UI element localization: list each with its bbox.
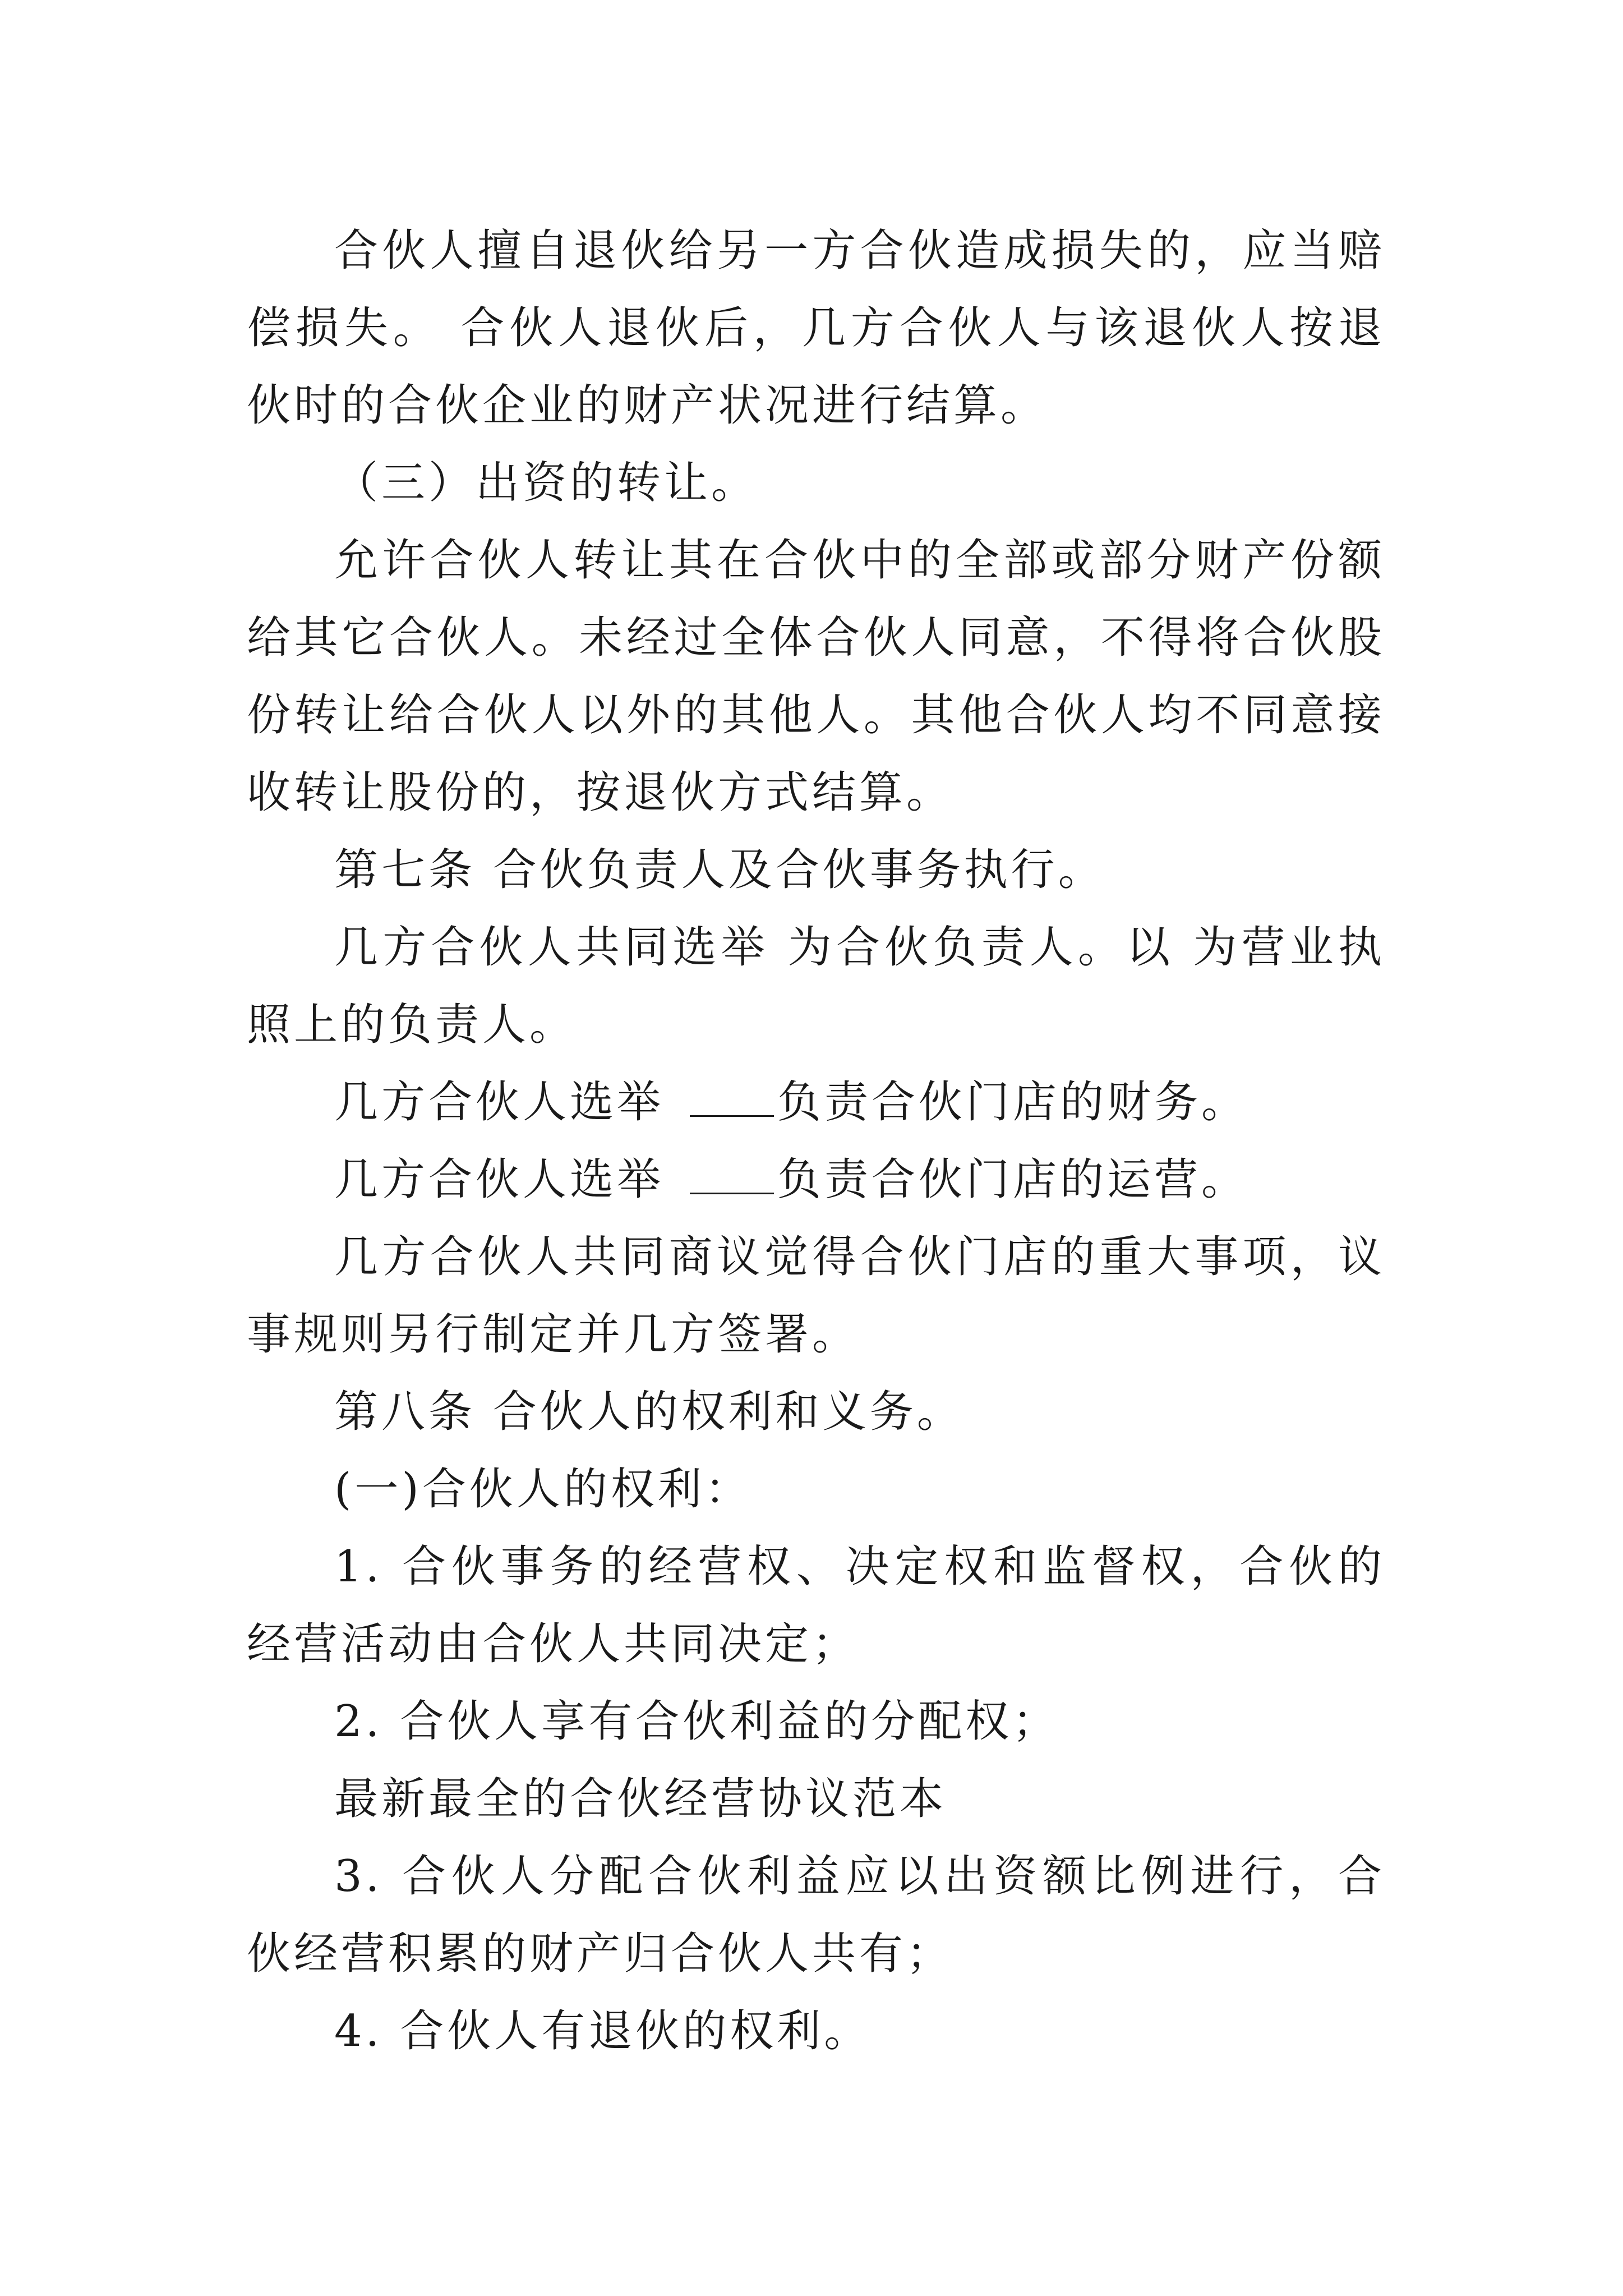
right-item-4: 4. 合伙人有退伙的权利。 xyxy=(334,2006,872,2056)
paragraph-elect-leader: 几方合伙人共同选举 为合伙负责人。以 为营业执照上的负责人。 xyxy=(247,922,1385,1050)
section-partner-rights: (一)合伙人的权利： xyxy=(334,1464,752,1515)
right-item-1: 1. 合伙事务的经营权、决定权和监督权，合伙的经营活动由合伙人共同决定； xyxy=(247,1542,1385,1669)
paragraph-elect-operation xyxy=(247,1141,1385,1218)
finance-suffix: 负责合伙门店的财务。 xyxy=(777,1077,1249,1128)
finance-prefix: 几方合伙人选举 xyxy=(334,1077,665,1128)
operation-prefix: 几方合伙人选举 xyxy=(334,1154,665,1205)
inserted-title-line: 最新最全的合伙经营协议范本 xyxy=(334,1774,947,1824)
paragraph-withdrawal-compensation: 合伙人擅自退伙给另一方合伙造成损失的，应当赔偿损失。 合伙人退伙后，几方合伙人与该退伙人按退伙时的合伙企业的财产状况进行结算。 xyxy=(247,226,1385,431)
right-item-2: 2. 合伙人享有合伙利益的分配权； xyxy=(334,1696,1060,1747)
article-eight-heading: 第八条 合伙人的权利和义务。 xyxy=(334,1387,964,1437)
operation-suffix: 负责合伙门店的运营。 xyxy=(777,1154,1249,1205)
paragraph-elect-finance xyxy=(247,1064,1385,1141)
article-seven-heading: 第七条 合伙负责人及合伙事务执行。 xyxy=(334,845,1105,895)
operation-blank xyxy=(690,1160,774,1194)
paragraph-transfer-rules: 允许合伙人转让其在合伙中的全部或部分财产份额给其它合伙人。未经过全体合伙人同意，不得将合伙股份转让给合伙人以外的其他人。其他合伙人均不同意接收转让股份的，按退伙方式结算。 xyxy=(247,535,1385,818)
finance-blank xyxy=(690,1083,774,1117)
paragraph-major-matters: 几方合伙人共同商议觉得合伙门店的重大事项，议事规则另行制定并几方签署。 xyxy=(247,1232,1385,1360)
section-capital-transfer: （三）出资的转让。 xyxy=(334,458,759,508)
document-body xyxy=(247,212,1385,2070)
right-item-3: 3. 合伙人分配合伙利益应以出资额比例进行，合伙经营积累的财产归合伙人共有； xyxy=(247,1851,1385,1979)
